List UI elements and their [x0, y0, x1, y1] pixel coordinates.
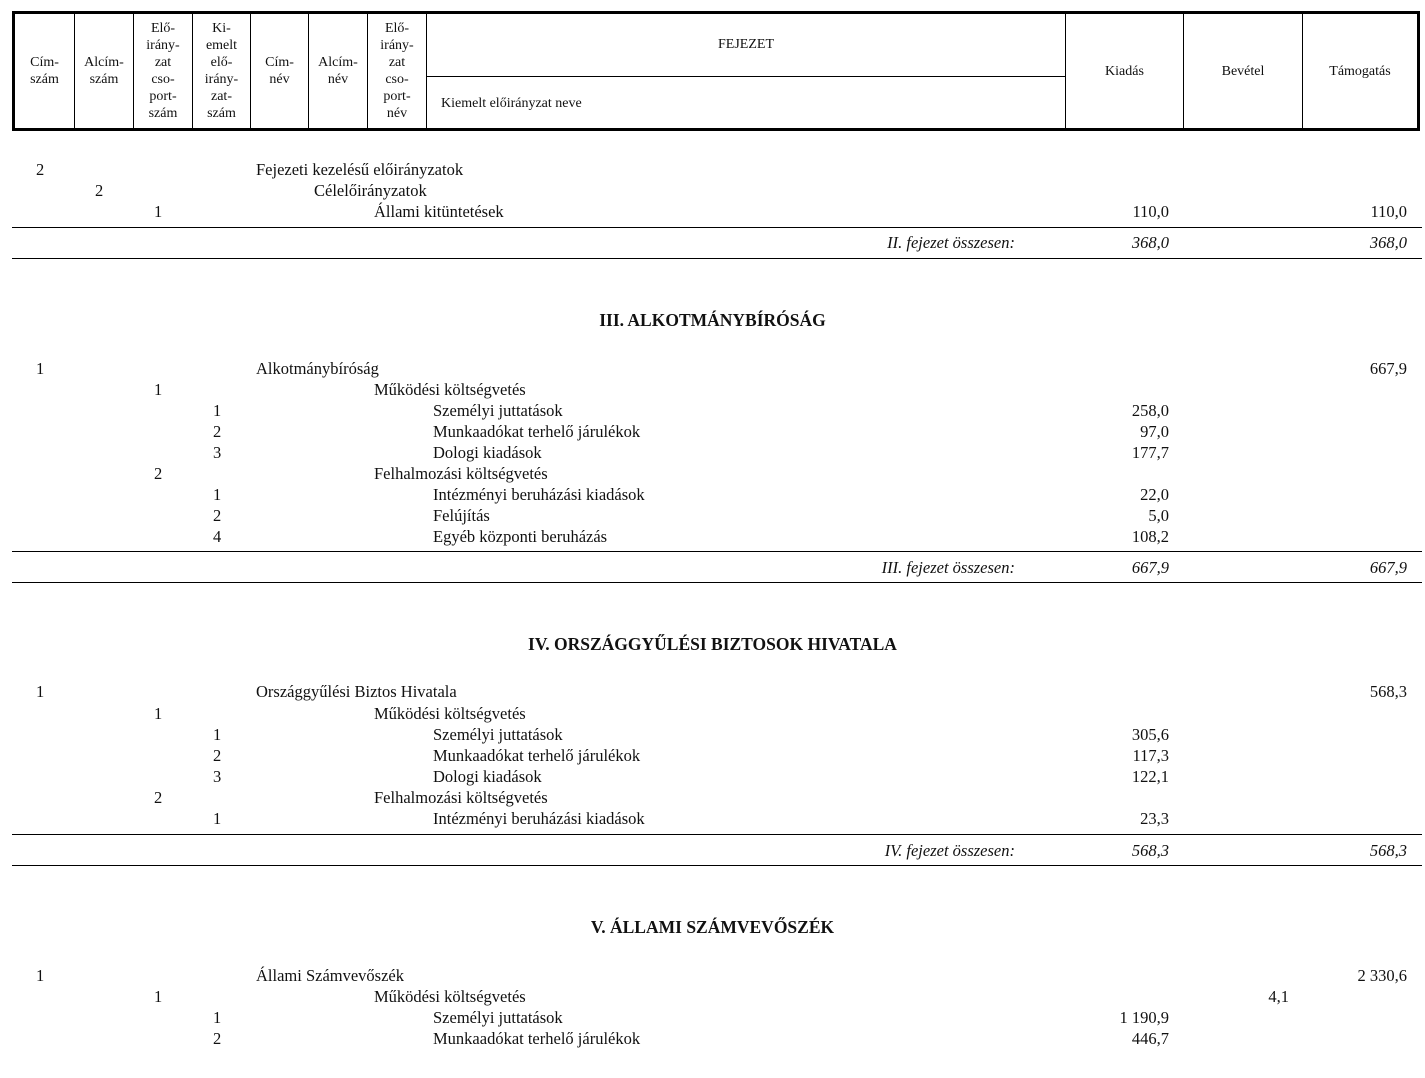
bevetel-value: 4,1 [1268, 987, 1289, 1006]
divider [12, 227, 1422, 228]
kiemelt-name: Személyi juttatások [433, 401, 563, 420]
kiemelt-name: Személyi juttatások [433, 725, 563, 744]
divider [12, 865, 1422, 866]
table-row [0, 681, 1425, 702]
cim-name: Országgyűlési Biztos Hivatala [256, 682, 457, 701]
total-tamogatas: 568,3 [1369, 841, 1407, 860]
kiadas-value: 5,0 [1148, 506, 1169, 525]
table-row [0, 400, 1425, 421]
cim-number: 1 [36, 359, 45, 378]
csoport-name: Működési költségvetés [374, 380, 526, 399]
tamogatas-value: 110,0 [1370, 202, 1407, 221]
kiemelt-name: Dologi kiadások [433, 767, 542, 786]
kiemelt-number: 2 [213, 506, 222, 525]
table-row [0, 159, 1425, 180]
section-title: III. ALKOTMÁNYBÍRÓSÁG [599, 310, 826, 330]
table-row [0, 484, 1425, 505]
csoport-name: Felhalmozási költségvetés [374, 464, 548, 483]
kiadas-value: 117,3 [1132, 746, 1169, 765]
header-kiemelt-eloiranyzat-szam: Ki- emelt elő- irány- zat- szám [193, 14, 251, 128]
cim-name: Alkotmánybíróság [256, 359, 379, 378]
table-row [0, 505, 1425, 526]
table-row [0, 201, 1425, 222]
total-label: IV. fejezet összesen: [884, 841, 1015, 860]
csoport-number: 1 [154, 202, 163, 221]
csoport-number: 1 [154, 704, 163, 723]
table-row [0, 358, 1425, 379]
table-row [0, 442, 1425, 463]
table-row [0, 463, 1425, 484]
total-kiadas: 667,9 [1131, 558, 1169, 577]
section-title: V. ÁLLAMI SZÁMVEVŐSZÉK [590, 917, 835, 937]
header-cim-szam: Cím- szám [15, 14, 75, 128]
chapter-total-row [0, 557, 1425, 579]
header-eloiranyzat-csoport-szam: Elő- irány- zat cso- port- szám [134, 14, 193, 128]
kiadas-value: 446,7 [1131, 1029, 1169, 1048]
table-row [0, 766, 1425, 787]
kiemelt-number: 1 [213, 725, 222, 744]
total-kiadas: 568,3 [1131, 841, 1169, 860]
kiemelt-number: 1 [213, 1008, 222, 1027]
header-eloiranyzat-csoport-nev: Elő- irány- zat cso- port- név [368, 14, 427, 128]
kiemelt-name: Intézményi beruházási kiadások [433, 485, 645, 504]
kiemelt-number: 1 [213, 485, 222, 504]
kiadas-value: 108,2 [1131, 527, 1169, 546]
total-label: III. fejezet összesen: [881, 558, 1015, 577]
csoport-name: Állami kitüntetések [374, 202, 504, 221]
cim-name: Fejezeti kezelésű előirányzatok [256, 160, 464, 179]
table-row [0, 986, 1425, 1007]
table-row [0, 745, 1425, 766]
kiemelt-number: 3 [213, 443, 222, 462]
kiemelt-name: Személyi juttatások [433, 1008, 563, 1027]
header-cim-nev: Cím- név [251, 14, 309, 128]
kiemelt-name: Munkaadókat terhelő járulékok [433, 746, 641, 765]
table-row [0, 965, 1425, 986]
kiemelt-name: Intézményi beruházási kiadások [433, 809, 645, 828]
csoport-number: 2 [154, 788, 163, 807]
divider [12, 258, 1422, 259]
table-row [0, 180, 1425, 201]
kiemelt-number: 3 [213, 767, 222, 786]
table-row [0, 703, 1425, 724]
kiemelt-name: Egyéb központi beruházás [433, 527, 608, 546]
tamogatas-value: 568,3 [1369, 682, 1407, 701]
table-row [0, 787, 1425, 808]
kiemelt-number: 1 [213, 401, 222, 420]
divider [12, 834, 1422, 835]
tamogatas-value: 667,9 [1369, 359, 1407, 378]
kiadas-value: 22,0 [1140, 485, 1169, 504]
kiemelt-name: Dologi kiadások [433, 443, 542, 462]
total-kiadas: 368,0 [1131, 233, 1169, 252]
cim-number: 1 [36, 966, 45, 985]
kiadas-value: 110,0 [1132, 202, 1169, 221]
total-tamogatas: 368,0 [1369, 233, 1407, 252]
kiemelt-number: 4 [213, 527, 222, 546]
kiadas-value: 122,1 [1131, 767, 1169, 786]
chapter-total-row [0, 232, 1425, 254]
csoport-number: 1 [154, 987, 163, 1006]
csoport-number: 1 [154, 380, 163, 399]
kiadas-value: 177,7 [1131, 443, 1169, 462]
kiadas-value: 1 190,9 [1119, 1008, 1169, 1027]
kiemelt-name: Felújítás [433, 506, 490, 525]
cim-number: 1 [36, 682, 45, 701]
kiadas-value: 305,6 [1131, 725, 1169, 744]
table-row [0, 526, 1425, 547]
cim-name: Állami Számvevőszék [256, 966, 405, 985]
csoport-name: Felhalmozási költségvetés [374, 788, 548, 807]
csoport-number: 2 [154, 464, 163, 483]
kiemelt-number: 2 [213, 1029, 222, 1048]
header-alcim-nev: Alcím- név [309, 14, 368, 128]
table-row [0, 379, 1425, 400]
header-kiemelt-eloiranyzat-neve: Kiemelt előirányzat neve [427, 77, 1066, 131]
kiadas-value: 258,0 [1131, 401, 1169, 420]
table-row [0, 421, 1425, 442]
section-title: IV. ORSZÁGGYŰLÉSI BIZTOSOK HIVATALA [528, 634, 897, 654]
kiemelt-number: 2 [213, 746, 222, 765]
total-tamogatas: 667,9 [1369, 558, 1407, 577]
header-kiadas: Kiadás [1066, 14, 1184, 128]
cim-number: 2 [36, 160, 45, 179]
table-row [0, 1028, 1425, 1049]
alcim-number: 2 [95, 181, 104, 200]
header-bevetel: Bevétel [1184, 14, 1303, 128]
alcim-name: Célelőirányzatok [314, 181, 427, 200]
chapter-total-row [0, 840, 1425, 862]
kiadas-value: 97,0 [1140, 422, 1169, 441]
table-row [0, 1007, 1425, 1028]
column-header-table [12, 11, 1420, 131]
total-label: II. fejezet összesen: [887, 233, 1015, 252]
table-row [0, 724, 1425, 745]
divider [12, 582, 1422, 583]
kiadas-value: 23,3 [1140, 809, 1169, 828]
kiemelt-number: 2 [213, 422, 222, 441]
tamogatas-value: 2 330,6 [1357, 966, 1407, 985]
header-fejezet: FEJEZET [427, 14, 1066, 77]
kiemelt-name: Munkaadókat terhelő járulékok [433, 1029, 641, 1048]
divider [12, 551, 1422, 552]
header-alcim-szam: Alcím- szám [75, 14, 134, 128]
csoport-name: Működési költségvetés [374, 987, 526, 1006]
csoport-name: Működési költségvetés [374, 704, 526, 723]
kiemelt-name: Munkaadókat terhelő járulékok [433, 422, 641, 441]
table-row [0, 808, 1425, 829]
kiemelt-number: 1 [213, 809, 222, 828]
header-tamogatas: Támogatás [1329, 63, 1391, 79]
